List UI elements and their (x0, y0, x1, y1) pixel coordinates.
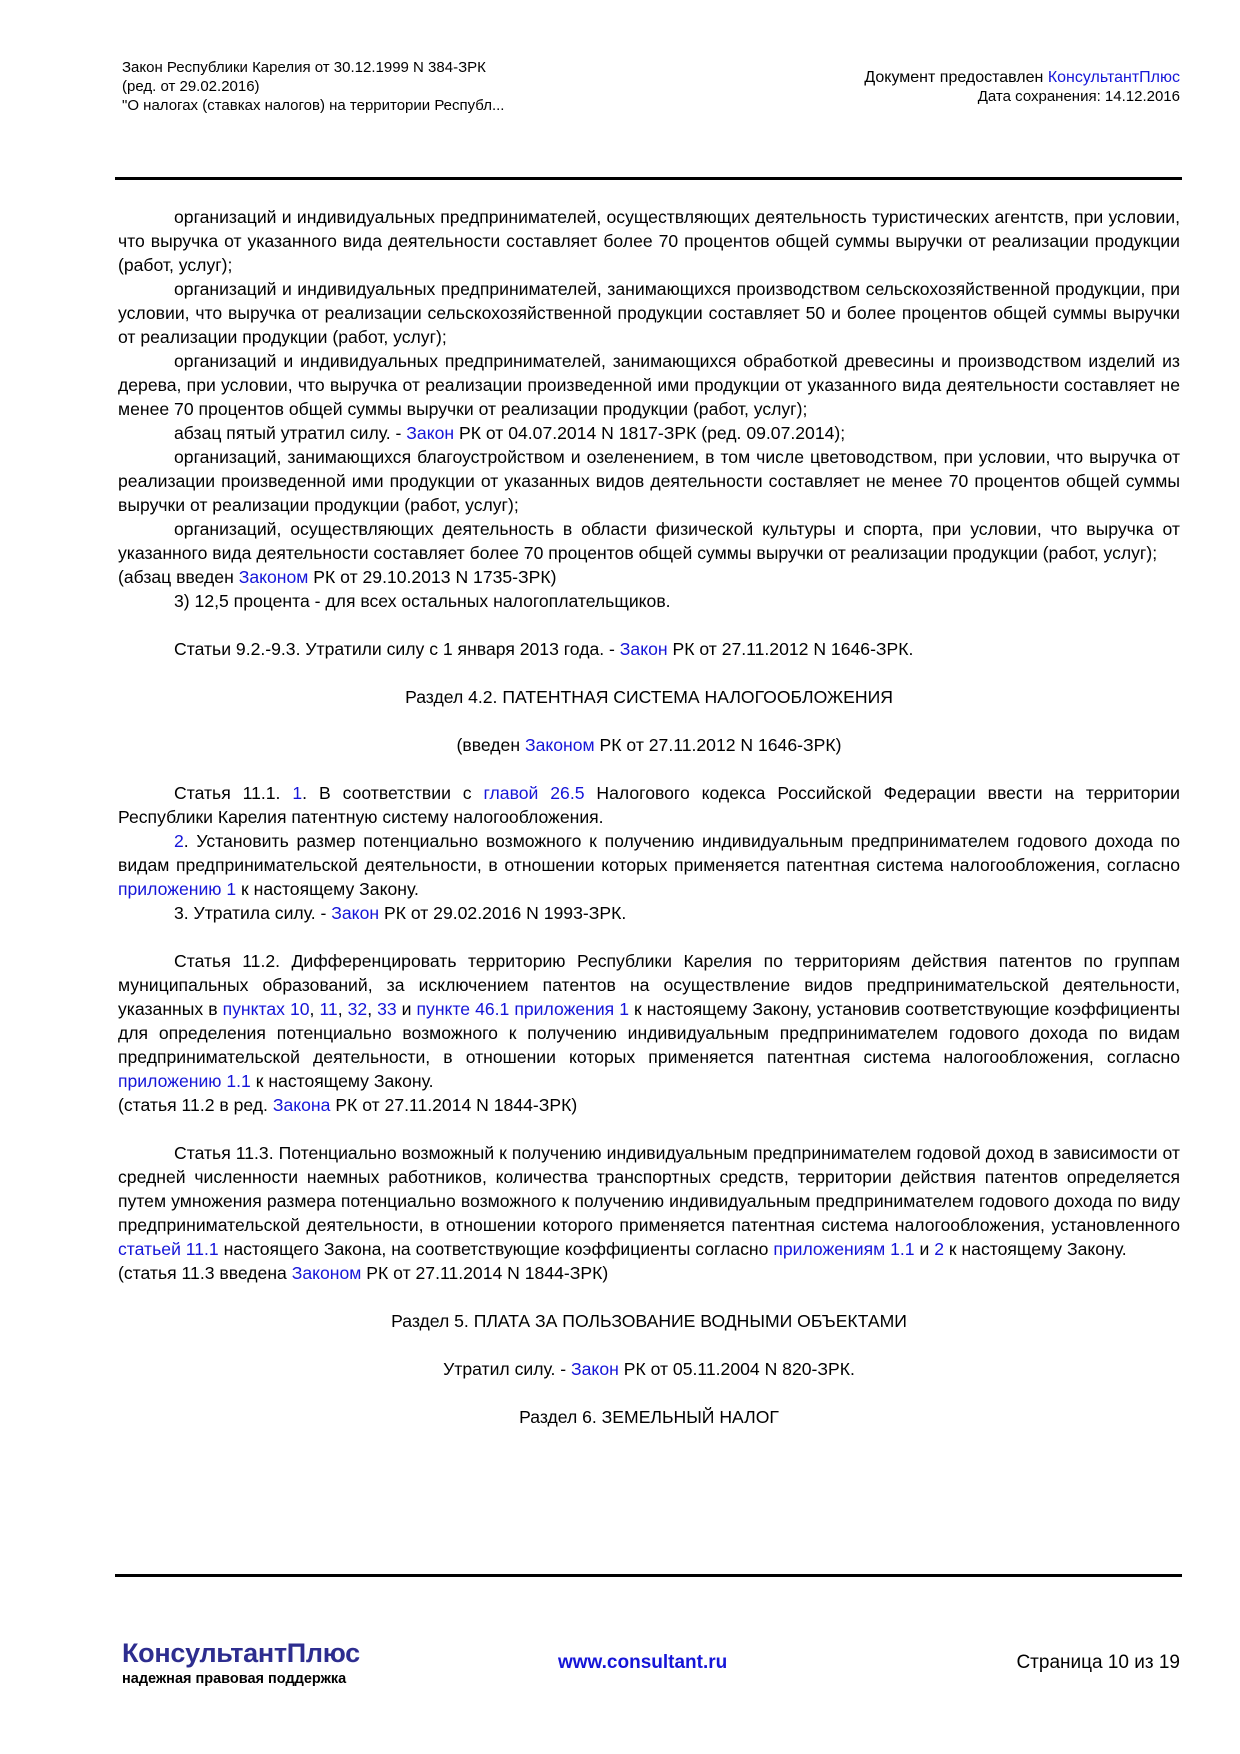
reference-link[interactable]: Закон (619, 639, 668, 659)
document-title (122, 58, 504, 115)
text-segment: Раздел 4.2. ПАТЕНТНАЯ СИСТЕМА НАЛОГООБЛОЖЕНИЯ (405, 687, 893, 707)
blank-line (118, 709, 1180, 733)
text-segment: РК от 04.07.2014 N 1817-ЗРК (ред. 09.07.2014); (454, 423, 846, 443)
website-link[interactable]: www.consultant.ru (558, 1652, 728, 1673)
header-divider (115, 177, 1182, 180)
text-segment: к настоящему Закону. (250, 1071, 434, 1091)
paragraph (118, 205, 1180, 277)
text-segment: РК от 05.11.2004 N 820-ЗРК. (618, 1359, 855, 1379)
text-segment: РК от 29.10.2013 N 1735-ЗРК) (308, 567, 557, 587)
consultant-logo (122, 1638, 360, 1688)
section-heading (118, 1309, 1180, 1333)
section-heading (118, 1357, 1180, 1381)
reference-link[interactable]: Закон (571, 1359, 619, 1379)
text-segment: организаций и индивидуальных предпринимателей, осуществляющих деятельность туристических агентств, при условии, что выручка от указанного вида деятельности составляет более 70 процентов общей суммы выручки от реализации продукции (работ, услуг); (118, 207, 1180, 275)
text-segment: Статья 11.1. (174, 783, 293, 803)
reference-link[interactable]: Законом (238, 567, 309, 587)
document-title-line: "О налогах (ставках налогов) на территории Республ... (122, 97, 505, 114)
text-segment: организаций и индивидуальных предпринимателей, занимающихся производством сельскохозяйственной продукции, при условии, что выручка от реализации сельскохозяйственной продукции составляет 50 и более процентов общей суммы выручки от реализации продукции (работ, услуг); (118, 279, 1180, 347)
text-segment: организаций и индивидуальных предпринимателей, занимающихся обработкой древесины и производством изделий из дерева, при условии, что выручка от реализации произведенной ими продукции от указанного вида деятельности составляет не менее 70 процентов общей суммы выручки от реализации продукции (работ, услуг); (118, 351, 1180, 419)
blank-line (118, 1117, 1180, 1141)
blank-line (118, 613, 1180, 637)
text-segment: 3) 12,5 процента - для всех остальных налогоплательщиков. (174, 591, 671, 611)
paragraph (118, 589, 1180, 613)
reference-link[interactable]: 2 (174, 831, 184, 851)
reference-link[interactable]: 33 (377, 999, 397, 1019)
reference-link[interactable]: приложения 1 (514, 999, 629, 1019)
text-segment: к настоящему Закону, установив соответствующие коэффициенты для определения потенциально возможного к получению индивидуальным предпринимателем годового дохода по видам предпринимательской деятельности, в отношении которых применяется патентная система налогообложения, согласно (118, 999, 1181, 1067)
text-segment: , (309, 999, 320, 1019)
text-segment: (введен (456, 735, 525, 755)
text-segment: Раздел 6. ЗЕМЕЛЬНЫЙ НАЛОГ (519, 1407, 779, 1427)
paragraph (118, 277, 1180, 349)
text-segment: организаций, занимающихся благоустройством и озеленением, в том числе цветоводством, при условии, что выручка от реализации произведенной ими продукции от указанных видов деятельности составляет не менее 70 процентов общей суммы выручки от реализации продукции (работ, услуг); (118, 447, 1180, 515)
page-number: Страница 10 из 19 (1016, 1652, 1180, 1673)
text-segment: РК от 29.02.2016 N 1993-ЗРК. (379, 903, 627, 923)
reference-link[interactable]: пунктах 10 (222, 999, 310, 1019)
paragraph (118, 421, 1180, 445)
paragraph (118, 445, 1180, 517)
logo-name: КонсультантПлюс (122, 1638, 360, 1668)
paragraph (118, 637, 1180, 661)
text-segment: (статья 11.3 введена (118, 1263, 292, 1283)
document-body (118, 205, 1180, 1429)
section-heading (118, 1405, 1180, 1429)
text-segment: настоящего Закона, на соответствующие коэффициенты согласно (218, 1239, 774, 1259)
reference-link[interactable]: приложению 1 (118, 879, 237, 899)
save-date: Дата сохранения: 14.12.2016 (977, 88, 1180, 105)
reference-link[interactable]: статьей 11.1 (118, 1239, 219, 1259)
provider-info (864, 68, 1180, 106)
text-segment: , (337, 999, 348, 1019)
text-segment: 3. Утратила силу. - (174, 903, 332, 923)
reference-link[interactable]: главой 26.5 (483, 783, 585, 803)
reference-link[interactable]: Закон (406, 423, 455, 443)
reference-link[interactable]: пункте 46.1 (416, 999, 510, 1019)
paragraph (118, 901, 1180, 925)
text-segment: , (367, 999, 378, 1019)
text-segment: абзац пятый утратил силу. - (174, 423, 407, 443)
reference-link[interactable]: Законом (291, 1263, 362, 1283)
text-segment: Статья 11.2. Дифференцировать территорию Республики Карелия по территориям действия патентов по группам муниципальных образований, за исключением патентов на осуществление видов предпринимательской деятельности, указанных в (118, 951, 1180, 1019)
blank-line (118, 1333, 1180, 1357)
text-segment: к настоящему Закону. (943, 1239, 1127, 1259)
paragraph (118, 1093, 1180, 1117)
text-segment: организаций, осуществляющих деятельность в области физической культуры и спорта, при условии, что выручка от указанного вида деятельности составляет более 70 процентов общей суммы выручки от реализации продукции (работ, услуг); (118, 519, 1180, 563)
blank-line (118, 661, 1180, 685)
paragraph (118, 949, 1180, 1093)
text-segment: . Установить размер потенциально возможного к получению индивидуальным предпринимателем годового дохода по видам предпринимательской деятельности, в отношении которых применяется патентная система налогообложения, согласно (118, 831, 1180, 875)
document-title-line: Закон Республики Карелия от 30.12.1999 N 384-ЗРК (122, 59, 486, 76)
paragraph (118, 349, 1180, 421)
text-segment: Налогового кодекса Российской Федерации ввести на территории Республики Карелия патентную систему налогообложения. (118, 783, 1180, 827)
text-segment: Статья 11.3. Потенциально возможный к получению индивидуальным предпринимателем годовой доход в зависимости от средней численности наемных работников, количества транспортных средств, территории действия патентов определяется путем умножения размера потенциально возможного к получению индивидуальным предпринимателем годового дохода по виду предпринимательской деятельности, в отношении которого применяется патентная система налогообложения, установленного (118, 1143, 1180, 1235)
text-segment: . В соответствии с (302, 783, 484, 803)
text-segment: РК от 27.11.2012 N 1646-ЗРК. (667, 639, 914, 659)
paragraph (118, 829, 1180, 901)
text-segment: Статьи 9.2.-9.3. Утратили силу с 1 января 2013 года. - (174, 639, 620, 659)
blank-line (118, 1381, 1180, 1405)
text-segment: (статья 11.2 в ред. (118, 1095, 273, 1115)
reference-link[interactable]: 11 (319, 999, 338, 1019)
provided-by-label: Документ предоставлен (864, 69, 1048, 86)
document-edition: (ред. от 29.02.2016) (122, 78, 260, 95)
text-segment: РК от 27.11.2012 N 1646-ЗРК) (594, 735, 842, 755)
text-segment: РК от 27.11.2014 N 1844-ЗРК) (330, 1095, 578, 1115)
reference-link[interactable]: 1 (292, 783, 303, 803)
section-heading (118, 733, 1180, 757)
text-segment: Утратил силу. - (443, 1359, 572, 1379)
reference-link[interactable]: приложению 1.1 (118, 1071, 251, 1091)
blank-line (118, 1285, 1180, 1309)
text-segment: (абзац введен (118, 567, 239, 587)
reference-link[interactable]: 2 (934, 1239, 944, 1259)
reference-link[interactable]: Закона (272, 1095, 331, 1115)
section-heading (118, 685, 1180, 709)
reference-link[interactable]: Закон (331, 903, 380, 923)
paragraph (118, 517, 1180, 565)
paragraph (118, 1261, 1180, 1285)
reference-link[interactable]: Законом (524, 735, 595, 755)
text-segment: и (914, 1239, 935, 1259)
blank-line (118, 925, 1180, 949)
logo-tagline: надежная правовая поддержка (122, 1671, 347, 1687)
text-segment: к настоящему Закону. (236, 879, 419, 899)
reference-link[interactable]: 32 (347, 999, 368, 1019)
text-segment: и (396, 999, 417, 1019)
reference-link[interactable]: приложениям 1.1 (773, 1239, 915, 1259)
blank-line (118, 757, 1180, 781)
text-segment: РК от 27.11.2014 N 1844-ЗРК) (361, 1263, 609, 1283)
paragraph (118, 565, 1180, 589)
text-segment: Раздел 5. ПЛАТА ЗА ПОЛЬЗОВАНИЕ ВОДНЫМИ ОБЪЕКТАМИ (391, 1311, 907, 1331)
paragraph (118, 781, 1180, 829)
paragraph (118, 1141, 1180, 1261)
provider-link[interactable]: КонсультантПлюс (1047, 69, 1180, 86)
footer-divider (115, 1574, 1182, 1577)
